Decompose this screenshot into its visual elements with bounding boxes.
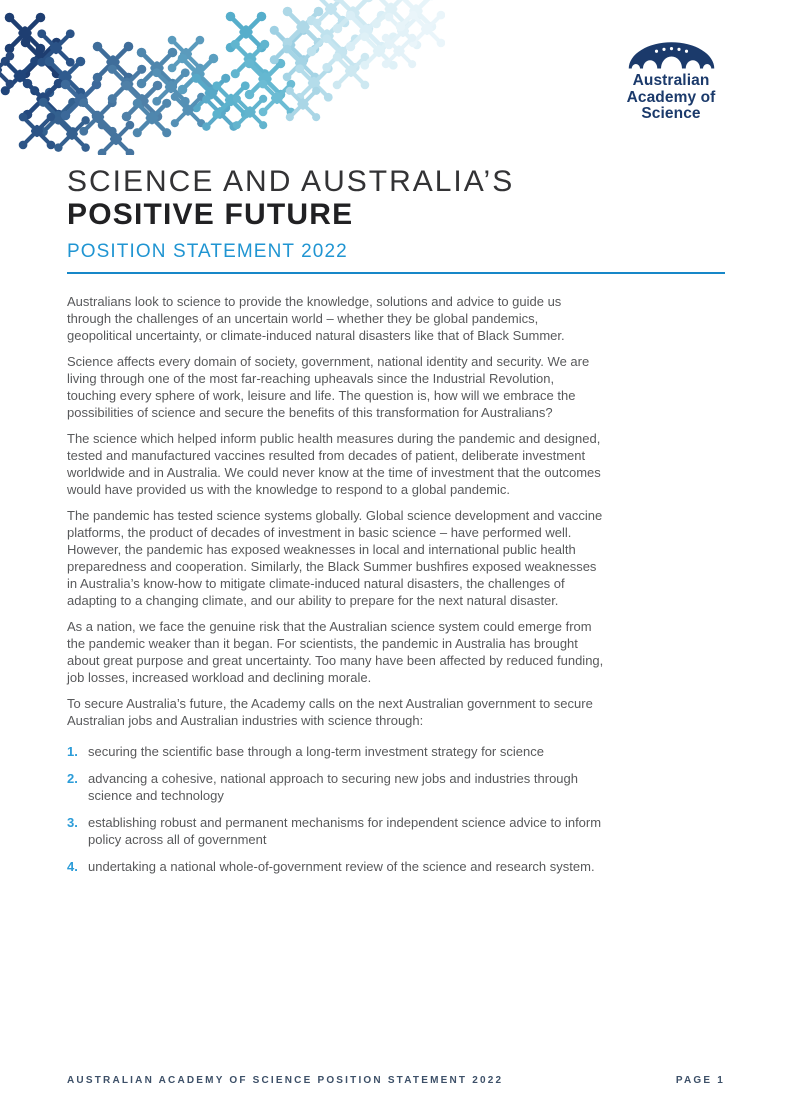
list-item-text: undertaking a national whole-of-government review of the science and research system. [88, 859, 595, 874]
divider-rule [67, 272, 725, 274]
page-title [67, 165, 725, 231]
paragraph-4: The pandemic has tested science systems globally. Global science development and vaccine platforms, the product of decades of investment in basic science – have performed well. However, the pandemic has exposed weaknesses in local and international public health preparedness and cooperation. Similarly, the Black Summer bushfires exposed weaknesses in Australia’s know-how to mitigate climate-induced natural disasters, the challenges of adapting to a changing climate, and our ability to prepare for the next natural disaster. [67, 508, 603, 608]
list-item-number: 1. [67, 744, 78, 759]
page-title-line-2: POSITIVE FUTURE [67, 198, 354, 231]
molecule-pattern-icon [0, 0, 445, 155]
logo-line-3: Science [641, 105, 701, 122]
page-subtitle: POSITION STATEMENT 2022 [67, 241, 348, 262]
paragraph-6: To secure Australia’s future, the Academy calls on the next Australian government to secure Australian jobs and Australian industries with science through: [67, 696, 593, 728]
body-copy [67, 293, 605, 875]
shine-dome-icon [628, 40, 715, 70]
list-item-number: 4. [67, 859, 78, 874]
footer-page-number: PAGE 1 [675, 1075, 725, 1086]
footer-document-title: AUSTRALIAN ACADEMY OF SCIENCE POSITION STATEMENT 2022 [67, 1075, 504, 1086]
list-item-number: 2. [67, 771, 78, 786]
paragraph-3: The science which helped inform public health measures during the pandemic and designed, tested and manufactured vaccines resulted from decades of patient, deliberate investment worldwide and in Australia. We could never know at the time of investment that the outcomes would have provided us with the knowledge to respond to a global pandemic. [67, 431, 601, 497]
list-item [67, 814, 605, 848]
logo-line-1: Australian [632, 72, 710, 89]
paragraph-2: Science affects every domain of society, government, national identity and security. We are living through one of the most far-reaching upheavals since the Industrial Revolution, touching every sphere of work, leisure and life. The question is, how will we embrace the possibilities of science and secure the benefits of this transformation for Australians? [67, 354, 590, 420]
list-item [67, 743, 605, 760]
list-item-number: 3. [67, 815, 78, 830]
page-footer [67, 1075, 725, 1086]
list-item [67, 770, 605, 804]
numbered-list [67, 743, 605, 875]
list-item-text: securing the scientific base through a long-term investment strategy for science [88, 744, 544, 759]
paragraph-5: As a nation, we face the genuine risk that the Australian science system could emerge from the pandemic weaker than it began. For scientists, the pandemic in Australia has brought about great purpose and great uncertainty. Too many have been affected by reduced funding, job losses, increased workload and declining morale. [67, 619, 604, 685]
logo-line-2: Academy of [626, 88, 716, 106]
academy-logo [612, 40, 730, 123]
list-item-text: advancing a cohesive, national approach to securing new jobs and industries through science and technology [88, 771, 578, 803]
list-item-text: establishing robust and permanent mechanisms for independent science advice to inform policy across all of government [88, 815, 602, 847]
list-item [67, 858, 605, 875]
page-title-line-1: SCIENCE AND AUSTRALIA’S [67, 165, 515, 198]
paragraph-1: Australians look to science to provide the knowledge, solutions and advice to guide us through the challenges of an uncertain world – whether they be global pandemics, geopolitical uncertainty, or climate-induced natural disasters like that of Black Summer. [67, 294, 565, 343]
logo-wordmark [612, 73, 730, 123]
document-body [67, 165, 725, 885]
